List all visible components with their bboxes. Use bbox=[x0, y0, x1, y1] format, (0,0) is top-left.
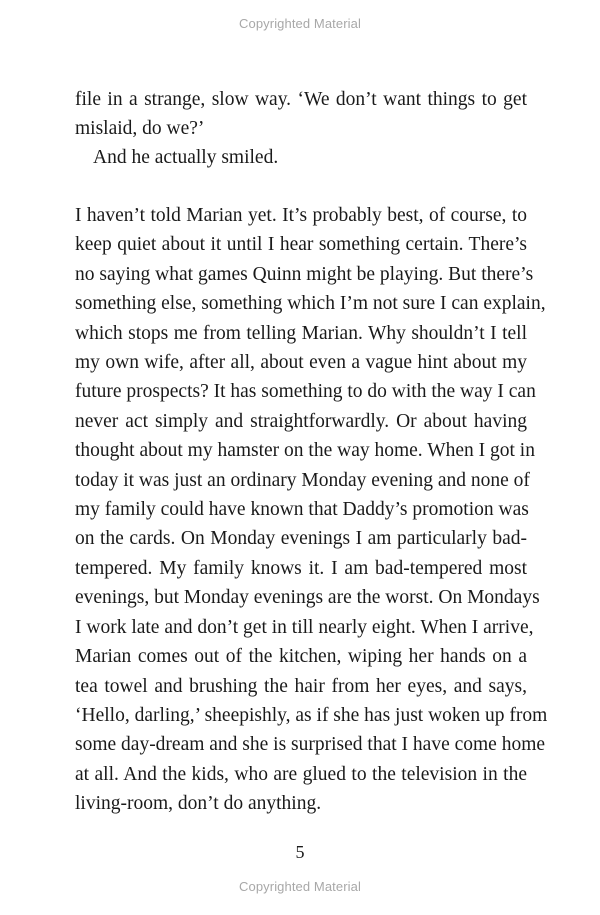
text-line: file in a strange, slow way. ‘We don’t want things to get bbox=[75, 89, 527, 110]
text-line: future prospects? It has something to do with the way I can bbox=[75, 381, 536, 403]
text-line: something else, something which I’m not sure I can explain, bbox=[75, 293, 546, 315]
text-line: mislaid, do we?’ bbox=[75, 118, 205, 140]
text-line: Marian comes out of the kitchen, wiping her hands on a bbox=[75, 646, 527, 668]
text-line: which stops me from telling Marian. Why shouldn’t I tell bbox=[75, 322, 527, 344]
paragraph-2 bbox=[75, 143, 527, 172]
text-line: I work late and don’t get in till nearly eight. When I arrive, bbox=[75, 616, 534, 638]
text-line: living-room, don’t do anything. bbox=[75, 793, 322, 815]
text-line: keep quiet about it until I hear something certain. There’s bbox=[75, 234, 527, 256]
text-line: never act simply and straightforwardly. Or about having bbox=[75, 410, 527, 432]
copyright-watermark-top: Copyrighted Material bbox=[239, 16, 361, 31]
text-line: tempered. My family knows it. I am bad-tempered most bbox=[75, 557, 527, 579]
paragraph-3 bbox=[75, 201, 548, 819]
copyright-watermark-bottom: Copyrighted Material bbox=[239, 879, 361, 894]
paragraph-1 bbox=[75, 85, 527, 144]
text-line: tea towel and brushing the hair from her eyes, and says, bbox=[75, 675, 527, 697]
text-line: no saying what games Quinn might be playing. But there’s bbox=[75, 263, 534, 285]
text-line: And he actually smiled. bbox=[93, 147, 279, 168]
page-number: 5 bbox=[295, 842, 305, 862]
text-line: my family could have known that Daddy’s promotion was bbox=[75, 499, 529, 521]
text-line: thought about my hamster on the way home. When I got in bbox=[75, 440, 535, 462]
text-line: at all. And the kids, who are glued to the television in the bbox=[75, 763, 527, 785]
text-line: today it was just an ordinary Monday evening and none of bbox=[75, 469, 530, 491]
text-line: I haven’t told Marian yet. It’s probably best, of course, to bbox=[75, 205, 527, 226]
text-line: evenings, but Monday evenings are the worst. On Mondays bbox=[75, 587, 540, 609]
text-line: some day-dream and she is surprised that I have come home bbox=[75, 734, 546, 756]
text-line: on the cards. On Monday evenings I am particularly bad- bbox=[75, 528, 527, 550]
text-line: my own wife, after all, about even a vague hint about my bbox=[75, 352, 527, 374]
text-line: ‘Hello, darling,’ sheepishly, as if she has just woken up from bbox=[75, 704, 548, 726]
